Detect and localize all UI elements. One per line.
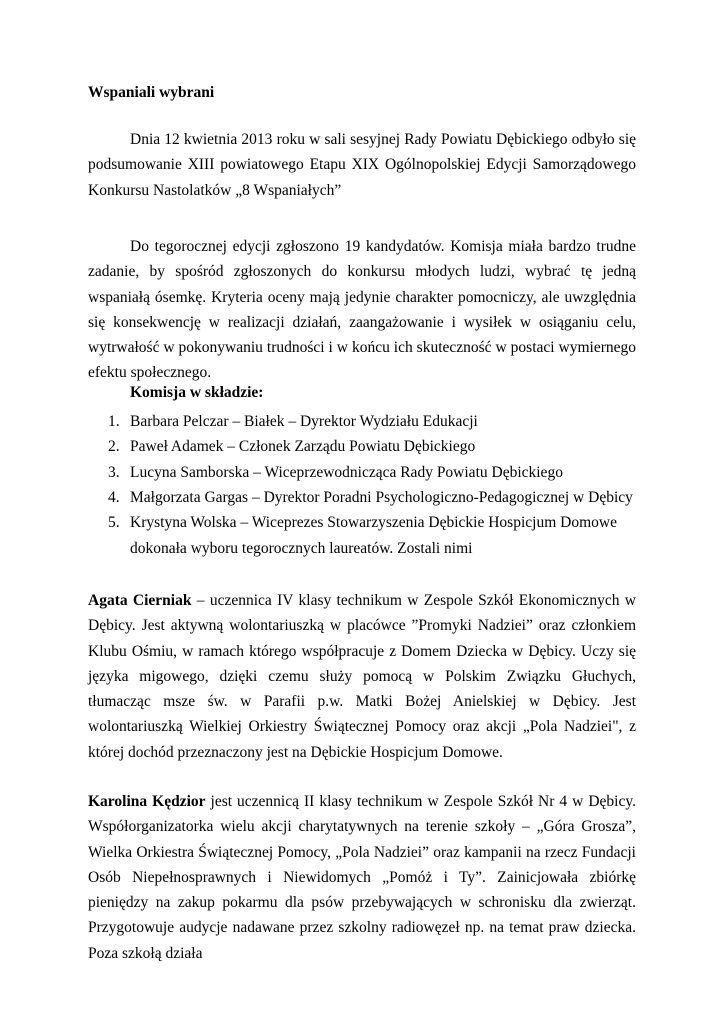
laureate-text: jest uczennicą II klasy technikum w Zespole Szkół Nr 4 w Dębicy. Współorganizatorka wielu akcji charytatywnych na terenie szkoły – „Góra Grosza”, Wielka Orkiestra Świątecznej Pomocy, „Pola Nadziei” oraz kampanii na rzecz Fundacji Osób Niepełnosprawnych i Niewidomych „Pomóż i Ty”. Zainicjowała zbiórkę pieniędzy na zakup pokarmu dla psów przebywających w schronisku dla zwierząt. Przygotowuje audycje nadawane przez szkolny radiowęzeł np. na temat praw dziecka. Poza szkołą działa	[88, 793, 636, 962]
intro-paragraph: Dnia 12 kwietnia 2013 roku w sali sesyjnej Rady Powiatu Dębickiego odbyło się podsumowanie XIII powiatowego Etapu XIX Ogólnopolskiej Edycji Samorządowego Konkursu Nastolatków „8 Wspaniałych”	[88, 131, 636, 199]
member-text: Krystyna Wolska – Wiceprezes Stowarzyszenia Dębickie Hospicjum Domowe	[130, 514, 617, 532]
list-number: 2.	[108, 438, 120, 456]
list-number: 5.	[108, 514, 120, 532]
laureate-paragraph	[88, 789, 636, 966]
member-text: Barbara Pelczar – Białek – Dyrektor Wydziału Edukacji	[130, 413, 478, 430]
committee-member	[108, 485, 633, 510]
member-text: Paweł Adamek – Członek Zarządu Powiatu Dębickiego	[130, 438, 476, 456]
member-text: Małgorzata Gargas – Dyrektor Poradni Psychologiczno-Pedagogicznej w Dębicy	[130, 488, 633, 506]
laureate-name: Karolina Kędzior	[88, 793, 206, 810]
committee-member	[108, 409, 633, 434]
committee-member	[108, 434, 633, 459]
candidates-paragraph: Do tegorocznej edycji zgłoszono 19 kandydatów. Komisja miała bardzo trudne zadanie, by spośród zgłoszonych do konkursu młodych ludzi, wybrać tę jedną wspaniałą ósemkę. Kryteria oceny mają jedynie charakter pomocniczy, ale uwzględnia się konsekwencję w realizacji działań, zaangażowanie i wysiłek w osiąganiu celu, wytrwałość w pokonywaniu trudności i w końcu ich skuteczność w postaci wymiernego efektu społecznego.	[88, 238, 636, 382]
committee-list	[108, 409, 633, 535]
list-number: 3.	[108, 463, 120, 481]
laureate-paragraph	[88, 588, 636, 765]
committee-member	[108, 510, 633, 535]
laureate-name: Agata Cierniak	[88, 592, 192, 609]
member-text: Lucyna Samborska – Wiceprzewodnicząca Rady Powiatu Dębickiego	[130, 463, 563, 481]
committee-closing: dokonała wyboru tegorocznych laureatów. Zostali nimi	[130, 540, 473, 557]
list-number: 1.	[108, 413, 120, 430]
document-title: Wspaniali wybrani	[88, 84, 215, 101]
committee-heading: Komisja w składzie:	[130, 384, 264, 401]
laureate-text: – uczennica IV klasy technikum w Zespole Szkół Ekonomicznych w Dębicy. Jest aktywną wolontariuszką w placówce ”Promyki Nadziei” oraz członkiem Klubu Ośmiu, w ramach którego współpracuje z Domem Dziecka w Dębicy. Uczy się języka migowego, dzięki czemu służy pomocą w Polskim Związku Głuchych, tłumacząc msze św. w Parafii p.w. Matki Bożej Anielskiej w Dębicy. Jest wolontariuszką Wielkiej Orkiestry Świątecznej Pomocy oraz akcji „Pola Nadziei", z której dochód przeznaczony jest na Dębickie Hospicjum Domowe.	[88, 592, 637, 761]
committee-member	[108, 460, 633, 485]
list-number: 4.	[108, 488, 120, 506]
